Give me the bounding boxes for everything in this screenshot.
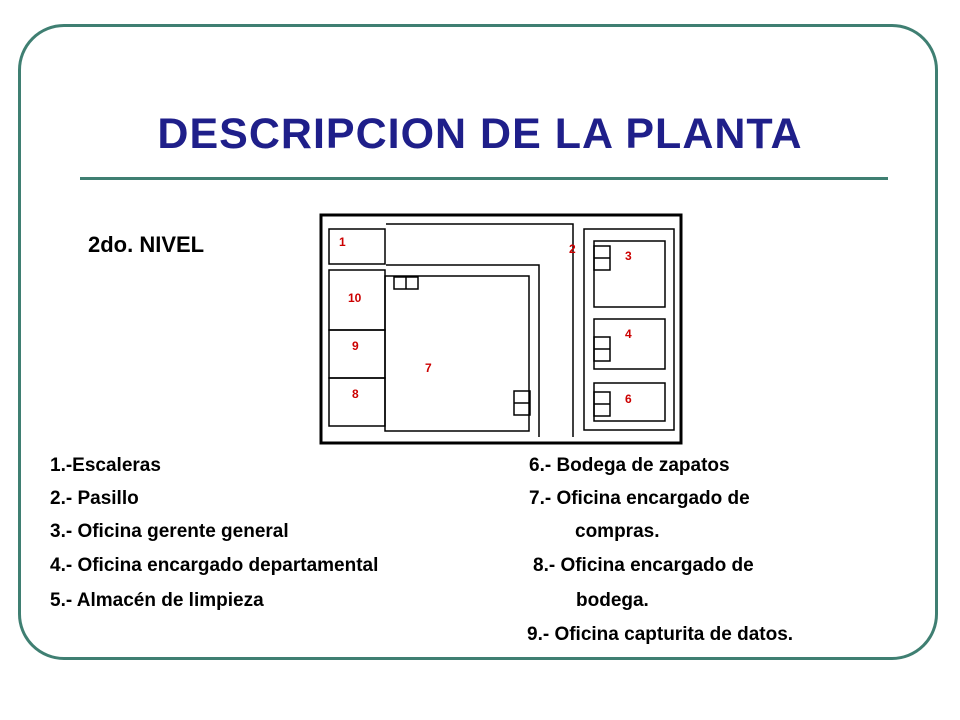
plan-room-1 [329, 229, 385, 264]
plan-room-7 [385, 276, 529, 431]
plan-corridor-line-outer [386, 224, 573, 437]
room-label-6: 6 [625, 392, 632, 406]
slide-title: DESCRIPCION DE LA PLANTA [157, 110, 803, 158]
legend-item-limpieza: 5.- Almacén de limpieza [50, 590, 264, 611]
room-label-7: 7 [425, 361, 432, 375]
legend-item-bodega: 8.- Oficina encargado de [533, 555, 754, 576]
plan-room-8 [329, 378, 385, 426]
legend-item-bodega-cont: bodega. [576, 590, 649, 611]
room-label-9: 9 [352, 339, 359, 353]
level-label: 2do. NIVEL [88, 232, 205, 257]
legend-item-zapatos: 6.- Bodega de zapatos [529, 455, 730, 476]
room-label-3: 3 [625, 249, 632, 263]
legend-item-gerente: 3.- Oficina gerente general [50, 521, 289, 542]
room-label-10: 10 [348, 291, 362, 305]
legend-item-departamental: 4.- Oficina encargado departamental [50, 555, 379, 576]
legend-item-compras-cont: compras. [575, 521, 660, 542]
legend-item-datos: 9.- Oficina capturita de datos. [527, 624, 794, 645]
plan-room-9 [329, 330, 385, 378]
room-label-4: 4 [625, 327, 632, 341]
plan-corridor-line-inner [386, 265, 539, 437]
legend-item-compras: 7.- Oficina encargado de [529, 488, 750, 509]
room-label-1: 1 [339, 235, 346, 249]
room-label-2: 2 [569, 242, 576, 256]
room-label-8: 8 [352, 387, 359, 401]
legend-item-pasillo: 2.- Pasillo [50, 488, 139, 509]
legend-item-escaleras: 1.-Escaleras [50, 455, 161, 476]
